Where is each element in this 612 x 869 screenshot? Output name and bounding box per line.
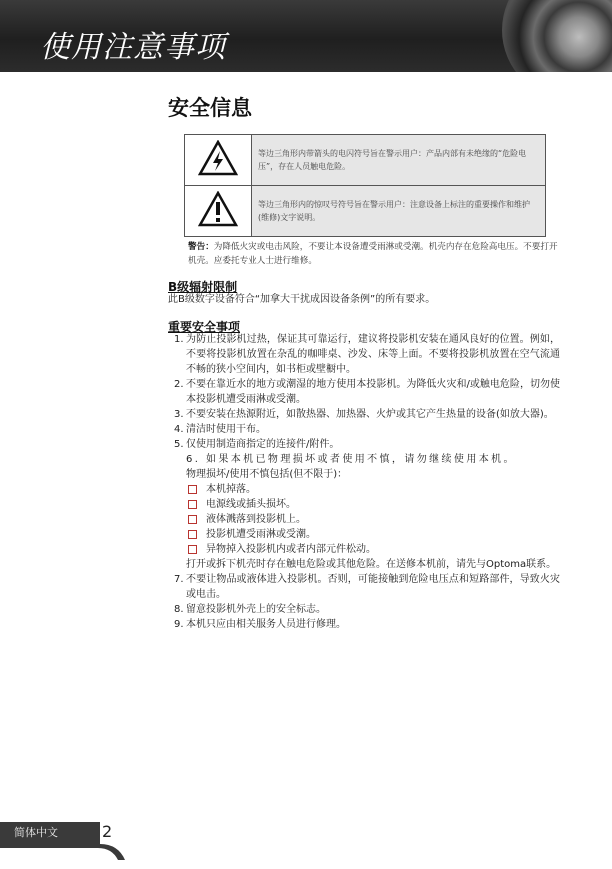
section-title: 安全信息: [168, 96, 252, 120]
checkbox-bullet-icon: [188, 515, 197, 524]
radiation-text: 此B级数字设备符合“加拿大干扰成因设备条例”的所有要求。: [168, 294, 436, 305]
page-number: 2: [102, 822, 113, 841]
warning-row: [185, 135, 546, 186]
list-item: 9. 本机只应由相关服务人员进行修理。: [174, 619, 346, 630]
list-item: 8. 留意投影机外壳上的安全标志。: [174, 604, 326, 615]
page-header: [0, 0, 612, 72]
list-item: 6. 如果本机已物理损坏或者使用不慎，请勿继续使用本机。 物理损坏/使用不慎包括(但不限于)： 本机掉落。 电源线或插头损坏。 液体溅落到投影机上。 投影机遭受雨淋或受潮。 异物掉入投影机内或者内部元件松动。 打开或拆下机壳时存在触电危险或其他危险。在送修本机前，请先与Optoma联系。: [168, 452, 560, 572]
warning-text: 等边三角形内带箭头的电闪符号旨在警示用户：产品内部有未绝缘的“危险电压”，存在人员触电危险。: [252, 135, 546, 186]
sub-list-item: 异物掉入投影机内或者内部元件松动。: [186, 542, 560, 557]
list-item: 7. 不要让物品或液体进入投影机。否则，可能接触到危险电压点和短路部件，导致火灾或电击。: [174, 574, 560, 600]
sub-list-item: 本机掉落。: [186, 482, 560, 497]
swoosh-icon: [0, 842, 170, 862]
sub-list-item: 液体溅落到投影机上。: [186, 512, 560, 527]
list-item: 5. 仅使用制造商指定的连接件/附件。: [174, 439, 340, 450]
safety-list: [168, 332, 560, 632]
list-item: 1. 为防止投影机过热，保证其可靠运行，建议将投影机安装在通风良好的位置。例如，不要将投影机放置在杂乱的咖啡桌、沙发、床等上面。不要将投影机放置在空气流通不畅的狭小空间内，如书柜或壁橱中。: [174, 334, 560, 375]
list-item: 2. 不要在靠近水的地方或潮湿的地方使用本投影机。为降低火灾和/或触电危险，切勿使本投影机遭受雨淋或受潮。: [174, 379, 560, 405]
sub-list-item: 电源线或插头损坏。: [186, 497, 560, 512]
warning-note: [188, 240, 560, 268]
warning-note-text: 为降低火灾或电击风险，不要让本设备遭受雨淋或受潮。机壳内存在危险高电压。不要打开机壳。应委托专业人士进行维修。: [188, 242, 558, 266]
checkbox-bullet-icon: [188, 530, 197, 539]
warning-text: 等边三角形内的惊叹号符号旨在警示用户：注意设备上标注的重要操作和维护(维修)文字说明。: [252, 186, 546, 237]
lens-graphic: [502, 0, 612, 72]
checkbox-bullet-icon: [188, 485, 197, 494]
header-title: 使用注意事项: [40, 30, 226, 65]
important-heading: 重要安全事项: [168, 320, 241, 334]
lightning-triangle-icon: [185, 135, 252, 186]
warning-label: 警告：: [188, 242, 214, 252]
checkbox-bullet-icon: [188, 500, 197, 509]
language-tab: 简体中文: [0, 822, 100, 844]
list-item: 3. 不要安装在热源附近，如散热器、加热器、火炉或其它产生热量的设备(如放大器)。: [174, 409, 554, 420]
damage-sublist: [186, 482, 560, 557]
list-item: 4. 清洁时使用干布。: [174, 424, 266, 435]
sub-list-item: 投影机遭受雨淋或受潮。: [186, 527, 560, 542]
warning-table: [184, 134, 546, 237]
warning-row: [185, 186, 546, 237]
page-footer: [0, 822, 612, 869]
radiation-heading: B级辐射限制: [168, 280, 238, 294]
checkbox-bullet-icon: [188, 545, 197, 554]
exclamation-triangle-icon: [185, 186, 252, 237]
